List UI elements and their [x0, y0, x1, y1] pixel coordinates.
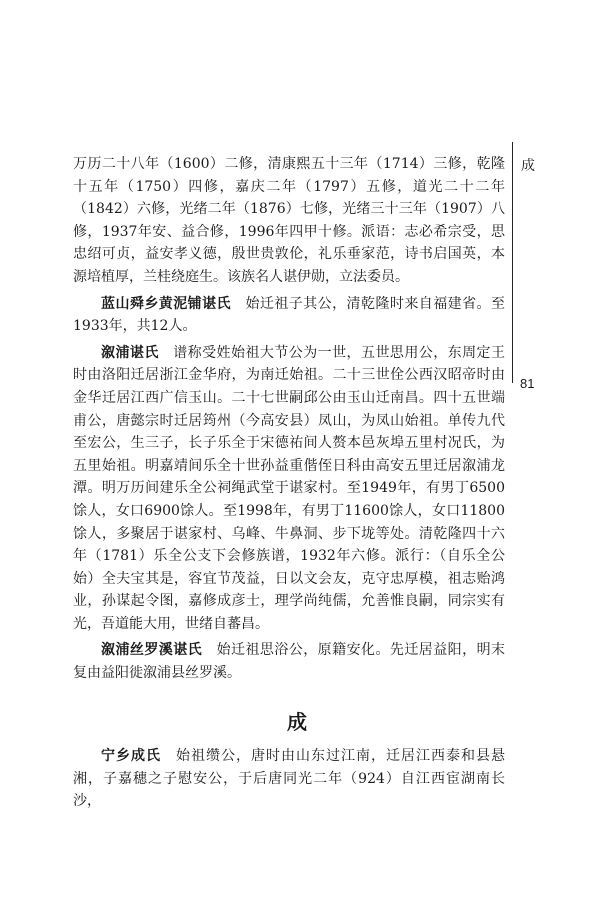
page-number: 81 [520, 376, 535, 391]
paragraph-heading: 溆浦丝罗溪谌氏 [101, 642, 203, 659]
paragraph-xupu [73, 342, 505, 636]
paragraph-heading: 蓝山舜乡黄泥铺谌氏 [101, 295, 231, 312]
paragraph-body: 谱称受姓始祖大节公为一世，五世思用公，东周定王时由洛阳迁居浙江金华府，为南迁始祖。二十三世佺公西汉昭帝时由金华迁居江西广信玉山。二十七世嗣邱公由玉山迁南昌。四十五世端甫公，唐懿宗时迁居筠州（今高安县）凤山，为凤山始祖。单传九代至宏公，生三子，长子乐全于宋德祐间人赘本邑灰埠五里村况氏，为五里始祖。明嘉靖间乐全十世孙益重偕侄日科由高安五里迁居溆浦龙潭。明万历间建乐全公祠绳武堂于谌家村。至1949年，有男丁6500馀人，女口6900馀人。至1998年，有男丁11600馀人，女口11800馀人，多聚居于谌家村、乌峰、牛鼻洞、步下垅等处。清乾隆四十六年（1781）乐全公支下会修族谱，1932年六修。派行：（自乐全公始）全夫宝其是，容宜节茂益，日以文会友，克守忠厚模，祖志贻鸿业，孙谋起令图，嘉修成彦士，理学尚纯儒，允善惟良嗣，同宗实有光，吾道能大用，世绪自蕃昌。 [73, 344, 506, 632]
paragraph-continued [73, 153, 505, 289]
running-head-surname: 成 [521, 158, 535, 174]
paragraph-body: 万历二十八年（1600）二修，清康熙五十三年（1714）三修，乾隆十五年（1750）四修，嘉庆二年（1797）五修，道光二十二年（1842）六修，光绪二年（1876）七修，光绪三十三年（1907）八修，1937年安、益合修，1996年四甲十修。派语：志必希宗受，思忠绍可贞，益安孝义德，殷世贵敦伦，礼乐垂家范，诗书启国英，本源培植厚，兰桂绕庭生。该族名人谌伊勋，立法委员。 [73, 156, 505, 285]
paragraph-siluoxi [73, 639, 505, 684]
paragraph-ningxiang [73, 745, 505, 813]
main-text [73, 153, 505, 689]
paragraph-body: 始祖缵公，唐时由山东过江南，迁居江西泰和县悬湘，子嘉穗之子慰安公，于后唐同光二年（924）自江西宦湖南长沙， [73, 748, 505, 810]
section-title: 成 [287, 710, 307, 734]
paragraph-heading: 溆浦谌氏 [101, 344, 159, 361]
paragraph-heading: 宁乡成氏 [101, 748, 161, 764]
paragraph-lanshan [73, 293, 505, 338]
paragraph-body: 始迁祖子其公，清乾隆时来自福建省。至1933年，共12人。 [73, 295, 505, 335]
margin-rule [512, 142, 513, 383]
section-text [73, 745, 505, 813]
paragraph-body: 始迁祖思浴公，原籍安化。先迁居益阳，明末复由益阳徙溆浦县丝罗溪。 [73, 642, 506, 682]
